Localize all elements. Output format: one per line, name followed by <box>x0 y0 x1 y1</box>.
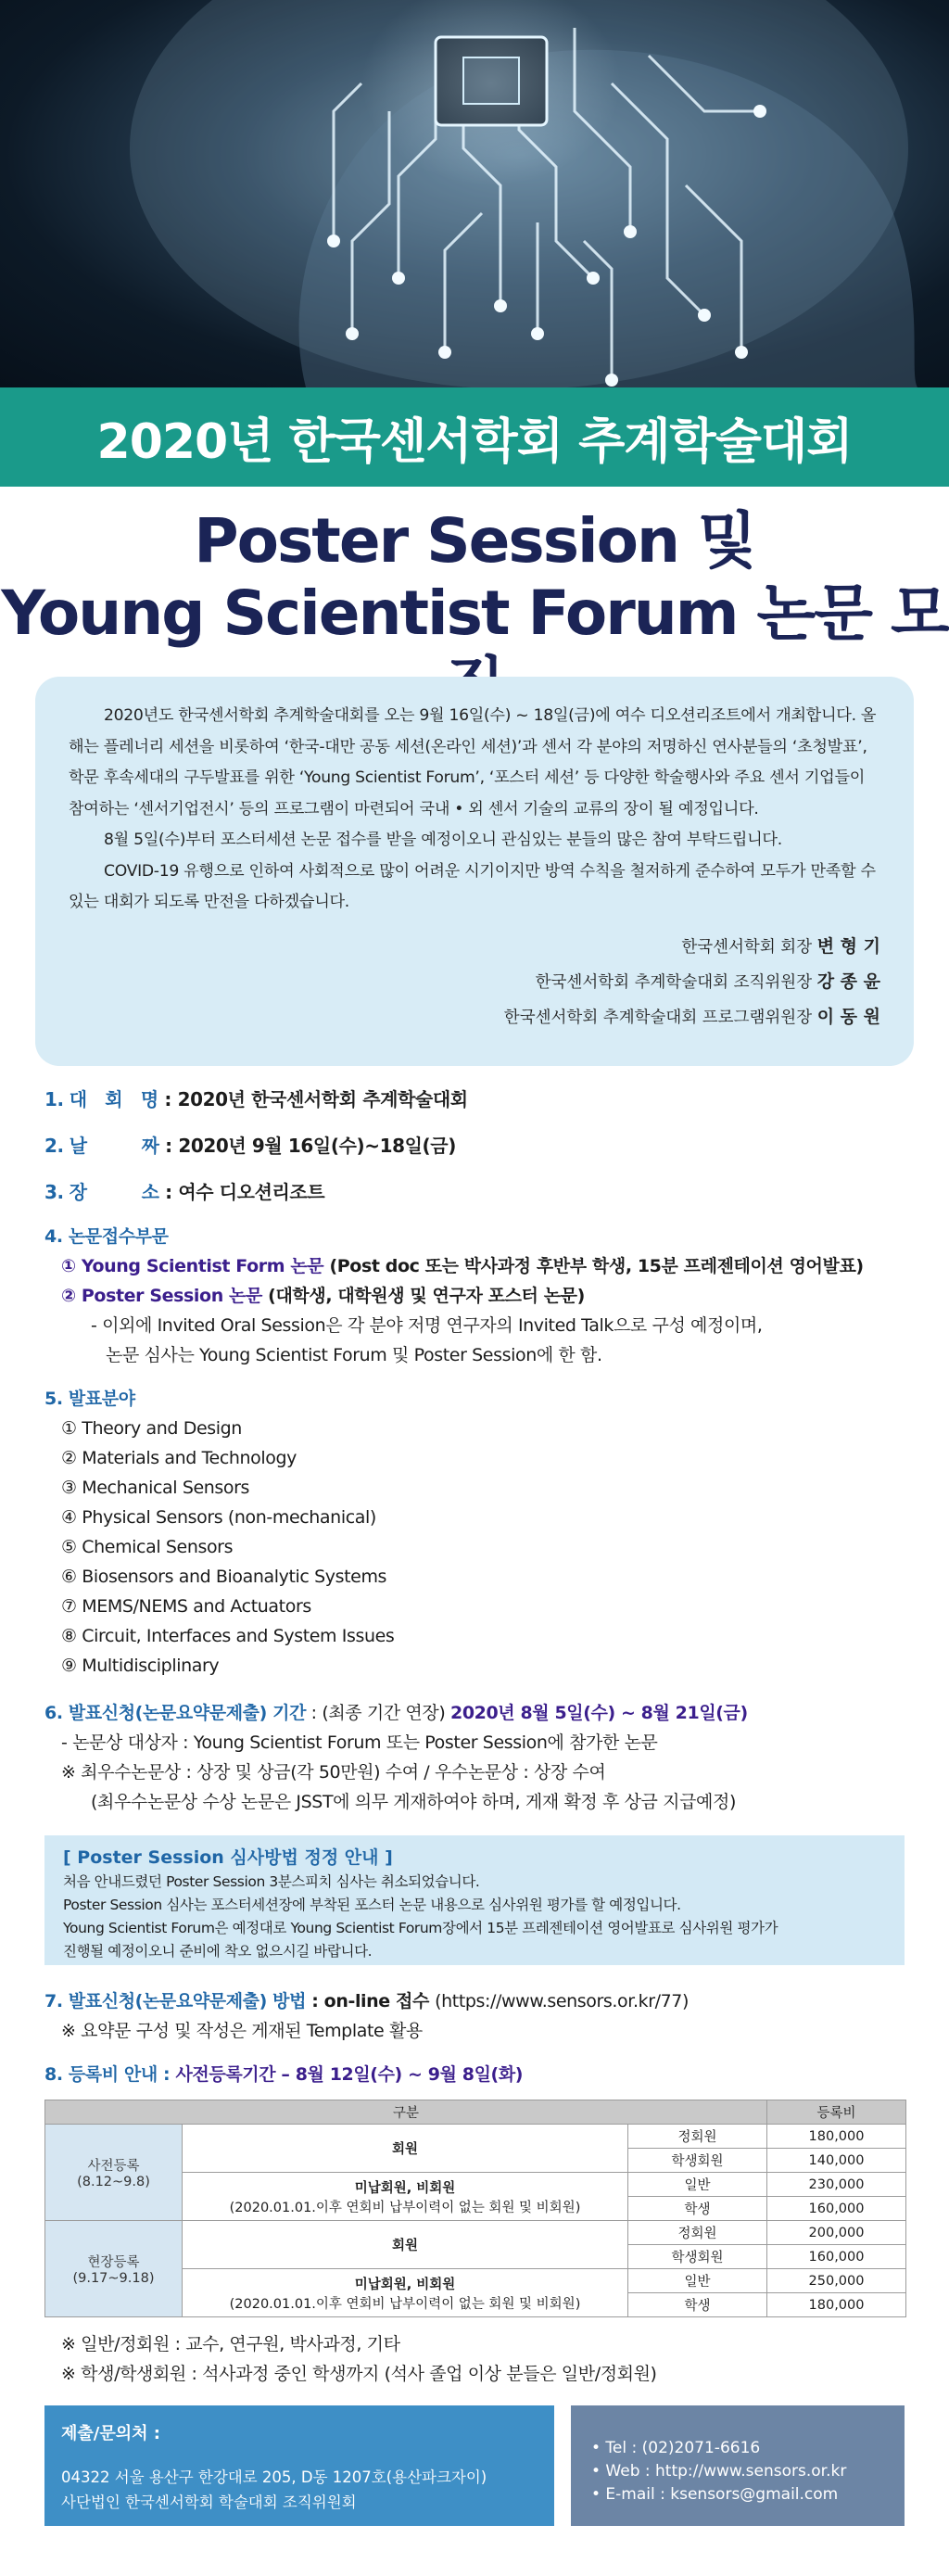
event-name-value: 2020년 한국센서학회 추계학술대회 <box>177 1088 468 1110</box>
category-young-scientist <box>44 1251 864 1281</box>
fee-note: ※ 일반/정회원 : 교수, 연구원, 박사과정, 기타 <box>61 2334 400 2354</box>
group-label: 현장등록 <box>87 2255 140 2270</box>
member-tier: 일반 <box>628 2173 767 2197</box>
section-title: 6. 발표신청(논문요약문제출) 기간 <box>44 1703 307 1723</box>
fee-value: 160,000 <box>767 2245 906 2269</box>
template-note: ※ 요약문 구성 및 작성은 게재된 Template 활용 <box>61 2021 423 2041</box>
member-type: 회원 <box>183 2221 628 2269</box>
fee-value: 160,000 <box>767 2197 906 2221</box>
submission-period: 2020년 8월 5일(수) ~ 8월 21일(금) <box>450 1703 748 1723</box>
member-tier: 정회원 <box>628 2221 767 2245</box>
section-submission-period <box>44 1698 748 1817</box>
fee-note: ※ 학생/학생회원 : 석사과정 중인 학생까지 (석사 졸업 이상 분들은 일반/정회원) <box>61 2364 657 2384</box>
group-dates: (8.12~9.8) <box>77 2175 150 2189</box>
headline-line2: Young Scientist Forum 논문 모 <box>1 577 948 649</box>
signature-name: 강 종 윤 <box>816 971 880 992</box>
table-row <box>45 2125 906 2149</box>
event-banner <box>0 387 949 487</box>
member-tier: 학생 <box>628 2197 767 2221</box>
section-label: 장 소 <box>69 1181 159 1203</box>
signature-role: 한국센서학회 추계학술대회 조직위원장 <box>535 972 813 992</box>
contact-info-panel <box>571 2405 905 2526</box>
signature-line <box>69 965 880 1000</box>
section-number: 3. <box>44 1181 64 1203</box>
field-item: ④ Physical Sensors (non-mechanical) <box>61 1507 376 1528</box>
section-title: 5. 발표분야 <box>44 1389 135 1409</box>
section-title: 4. 논문접수부문 <box>44 1226 169 1247</box>
section-date: 2. 날 짜 : 2020년 9월 16일(수)~18일(금) <box>44 1135 456 1157</box>
intro-paragraph: 2020년도 한국센서학회 추계학술대회를 오는 9월 16일(수) ~ 18일(금)에 여수 디오션리조트에서 개최합니다. 올해는 플레너리 세션을 비롯하여 ‘한국-대만 공동 세션(온라인 세션)’과 센서 각 분야의 저명하신 연사분들의 ‘초청발표’, 학문 후속세대의 구두발표를 위한 ‘Young Scientist Forum’, ‘포스터 세션’ 등 다양한 학술행사와 주요 센서 기업들이 참여하는 ‘센서기업전시’ 등의 프로그램이 마련되어 국내 • 외 센서 기술의 교류의 장이 될 예정입니다. <box>69 706 877 818</box>
section-title: 7. 발표신청(논문요약문제출) 방법 <box>44 1991 307 2011</box>
notice-line: 진행될 예정이오니 준비에 착오 없으시길 바랍니다. <box>63 1943 373 1960</box>
fee-notes <box>44 2329 657 2389</box>
member-tier: 학생회원 <box>628 2149 767 2173</box>
contact-web-link[interactable]: • Web : http://www.sensors.or.kr <box>591 2462 847 2481</box>
table-row <box>45 2221 906 2245</box>
category-title: ② Poster Session 논문 <box>61 1286 262 1306</box>
signature-name: 변 형 기 <box>816 935 880 957</box>
section-submission-categories <box>44 1222 864 1370</box>
circuit-brain-illustration <box>0 0 949 387</box>
notice-line: 처음 안내드렸던 Poster Session 3분스피치 심사는 취소되었습니다. <box>63 1873 480 1890</box>
hero-image <box>0 0 949 387</box>
field-item: ⑥ Biosensors and Bioanalytic Systems <box>61 1567 387 1587</box>
category-note: - 이외에 Invited Oral Session은 각 분야 저명 연구자의 Invited Talk으로 구성 예정이며, <box>91 1315 763 1336</box>
onsite-registration-group <box>45 2221 183 2317</box>
signature-role: 한국센서학회 회장 <box>681 937 813 957</box>
category-note: 논문 심사는 Young Scientist Forum 및 Poster Session에 한 함. <box>106 1345 602 1365</box>
contact-address-panel <box>44 2405 554 2526</box>
event-venue-value: 여수 디오션리조트 <box>178 1181 325 1203</box>
member-tier: 일반 <box>628 2269 767 2293</box>
fee-value: 200,000 <box>767 2221 906 2245</box>
field-item: ② Materials and Technology <box>61 1448 297 1468</box>
category-desc: (대학생, 대학원생 및 연구자 포스터 논문) <box>261 1286 585 1306</box>
field-item: ③ Mechanical Sensors <box>61 1478 250 1498</box>
member-type <box>183 2173 628 2221</box>
signature-name: 이 동 원 <box>816 1006 880 1027</box>
poster-review-notice <box>44 1835 905 1965</box>
section-event-name: 1. 대 회 명 : 2020년 한국센서학회 추계학술대회 <box>44 1088 468 1110</box>
headline-line1: Poster Session 및 <box>194 505 755 577</box>
section-fields <box>44 1384 394 1681</box>
intro-paragraph: 8월 5일(수)부터 포스터세션 논문 접수를 받을 예정이오니 관심있는 분들의 많은 참여 부탁드립니다. <box>104 831 782 849</box>
pre-registration-period: 사전등록기간 – 8월 12일(수) ~ 9월 8일(화) <box>175 2064 524 2085</box>
member-tier: 학생 <box>628 2293 767 2317</box>
nonmember-note: (2020.01.01.이후 연회비 납부이력이 없는 회원 및 비회원) <box>229 2200 581 2215</box>
event-date-value: 2020년 9월 16일(수)~18일(금) <box>178 1135 456 1157</box>
section-number: 2. <box>44 1135 64 1157</box>
field-item: ⑤ Chemical Sensors <box>61 1537 234 1557</box>
member-tier: 정회원 <box>628 2125 767 2149</box>
contact-footer <box>44 2405 905 2526</box>
notice-title: [ Poster Session 심사방법 정정 안내 ] <box>63 1847 393 1868</box>
group-label: 사전등록 <box>87 2159 140 2174</box>
nonmember-label: 미납회원, 비회원 <box>354 2277 456 2292</box>
category-poster <box>44 1281 864 1311</box>
award-note: (최우수논문상 수상 논문은 JSST에 의무 게재하여야 하며, 게재 확정 후 상금 지급예정) <box>91 1792 736 1812</box>
event-title: 2020년 한국센서학회 추계학술대회 <box>96 414 853 470</box>
contact-organization: 사단법인 한국센서학회 학술대회 조직위원회 <box>61 2494 357 2511</box>
field-item: ⑦ MEMS/NEMS and Actuators <box>61 1596 311 1617</box>
field-item: ① Theory and Design <box>61 1418 242 1439</box>
fee-value: 250,000 <box>767 2269 906 2293</box>
fee-value: 180,000 <box>767 2293 906 2317</box>
pre-registration-group <box>45 2125 183 2221</box>
contact-email-link[interactable]: • E-mail : ksensors@gmail.com <box>591 2485 839 2504</box>
section-venue: 3. 장 소 : 여수 디오션리조트 <box>44 1181 325 1203</box>
signatures <box>69 930 880 1035</box>
section-number: 1. <box>44 1088 64 1110</box>
member-tier: 학생회원 <box>628 2245 767 2269</box>
contact-heading: 제출/문의처 : <box>61 2424 160 2443</box>
submission-method: : on-line 접수 <box>306 1991 436 2011</box>
fee-value: 180,000 <box>767 2125 906 2149</box>
notice-line: Poster Session 심사는 포스터세션장에 부착된 포스터 논문 내용으로 심사위원 평가를 할 예정입니다. <box>63 1897 681 1913</box>
registration-fee-table <box>44 2100 906 2317</box>
fee-value: 140,000 <box>767 2149 906 2173</box>
notice-line: Young Scientist Forum은 예정대로 Young Scientist Forum장에서 15분 프레젠테이션 영어발표로 심사위원 평가가 <box>63 1920 778 1936</box>
table-header-category: 구분 <box>45 2100 767 2125</box>
period-note: : (최종 기간 연장) <box>306 1703 450 1723</box>
fee-value: 230,000 <box>767 2173 906 2197</box>
award-info: ※ 최우수논문상 : 상장 및 상금(각 50만원) 수여 / 우수논문상 : 상장 수여 <box>61 1762 606 1783</box>
category-title: ① Young Scientist Form 논문 <box>61 1256 324 1276</box>
section-label: 대 회 명 <box>69 1088 158 1110</box>
section-title: 8. 등록비 안내 : <box>44 2064 176 2085</box>
category-desc: (Post doc 또는 박사과정 후반부 학생, 15분 프레젠테이션 영어발표) <box>323 1256 864 1276</box>
contact-address: 04322 서울 용산구 한강대로 205, D동 1207호(용산파크자이) <box>61 2468 487 2486</box>
signature-line <box>69 1000 880 1035</box>
field-item: ⑨ Multidisciplinary <box>61 1656 220 1676</box>
section-label: 날 짜 <box>69 1135 159 1157</box>
group-dates: (9.17~9.18) <box>72 2271 155 2286</box>
signature-line <box>69 930 880 965</box>
contact-tel[interactable]: • Tel : (02)2071-6616 <box>591 2439 761 2457</box>
intro-paragraph: COVID-19 유행으로 인하여 사회적으로 많이 어려운 시기이지만 방역 수칙을 철저하게 준수하여 모두가 만족할 수 있는 대회가 되도록 만전을 다하겠습니다. <box>69 861 876 911</box>
signature-role: 한국센서학회 추계학술대회 프로그램위원장 <box>503 1008 813 1027</box>
table-header-fee: 등록비 <box>767 2100 906 2125</box>
section-submission-method <box>44 1986 689 2046</box>
award-target: - 논문상 대상자 : Young Scientist Forum 또는 Poster Session에 참가한 논문 <box>61 1732 658 1753</box>
nonmember-label: 미납회원, 비회원 <box>354 2180 456 2196</box>
nonmember-note: (2020.01.01.이후 연회비 납부이력이 없는 회원 및 비회원) <box>229 2296 581 2312</box>
member-type: 회원 <box>183 2125 628 2173</box>
field-item: ⑧ Circuit, Interfaces and System Issues <box>61 1626 395 1646</box>
member-type <box>183 2269 628 2317</box>
section-registration-fee <box>44 2060 523 2089</box>
submission-url-link[interactable]: (https://www.sensors.or.kr/77) <box>435 1991 689 2011</box>
intro-message-box <box>35 677 914 1066</box>
